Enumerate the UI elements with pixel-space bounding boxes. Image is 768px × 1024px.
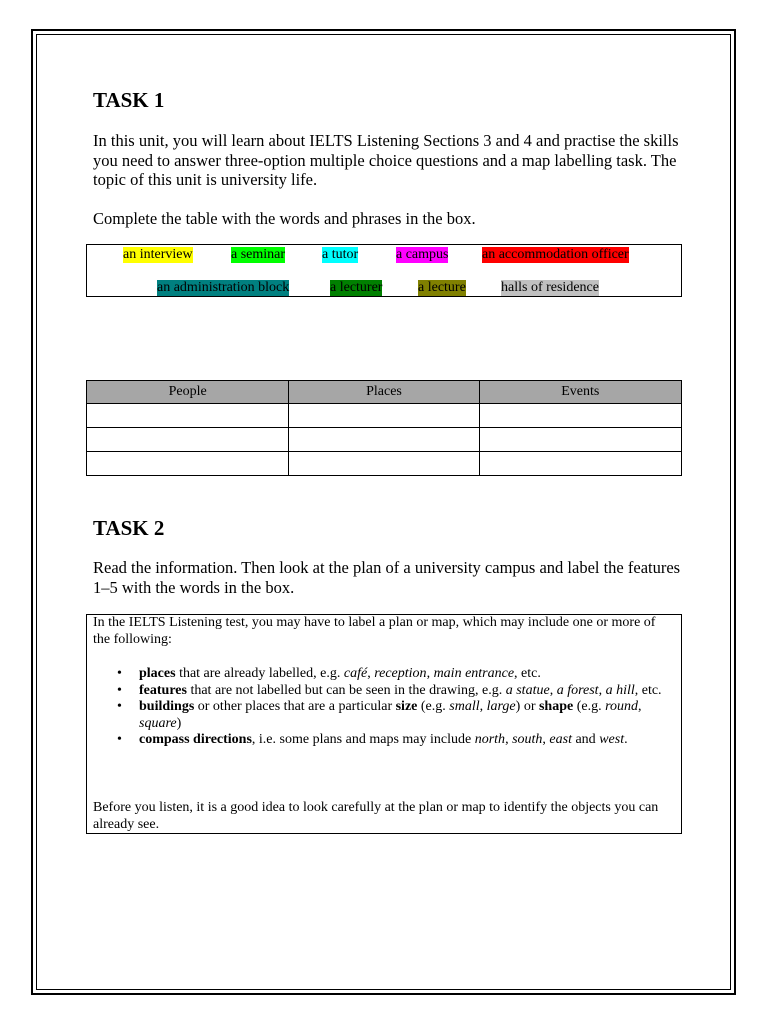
bullet-text: that are already labelled, e.g.	[175, 666, 344, 681]
bullet-italic: main entrance	[433, 666, 515, 681]
task1-heading: TASK 1	[93, 88, 165, 112]
bullet-italic: square	[139, 715, 177, 731]
bullet-text: , etc.	[634, 682, 662, 698]
bullet-text: .	[624, 732, 628, 747]
bullet-bold: features	[139, 682, 187, 698]
table-cell-people[interactable]	[87, 452, 289, 476]
list-item	[87, 732, 677, 749]
bullet-text: (e.g.	[573, 699, 606, 714]
task1-instruction: Complete the table with the words and phrases in the box.	[93, 209, 476, 228]
bullet-text: or other places that are a particular	[194, 699, 396, 714]
bullet-text: ,	[542, 732, 550, 747]
bullet-text: , etc.	[514, 666, 541, 681]
header-places: Places	[289, 381, 479, 404]
word-a-campus: a campus	[396, 247, 449, 262]
table-row	[87, 428, 682, 452]
table-cell-people[interactable]	[87, 404, 289, 428]
bullet-text: ,	[549, 682, 557, 698]
bullet-text: ,	[426, 666, 434, 681]
bullet-bold: compass directions	[139, 732, 252, 747]
header-events: Events	[479, 381, 681, 404]
bullet-text: ,	[505, 732, 513, 747]
bullet-text: ,	[479, 699, 487, 714]
header-people: People	[87, 381, 289, 404]
bullet-italic: a forest	[556, 682, 599, 698]
bullet-bold: places	[139, 666, 176, 681]
bullet-italic: large	[486, 699, 516, 714]
bullet-bold: size	[395, 699, 418, 714]
bullet-text: ,	[367, 666, 375, 681]
bullet-icon: •	[117, 732, 122, 747]
bullet-icon: •	[117, 682, 122, 698]
bullet-text: and	[571, 732, 600, 747]
bullet-italic: north	[474, 732, 506, 747]
task2-instruction: Read the information. Then look at the plan of a university campus and label the features 1–5 with the words in the box.	[93, 558, 681, 597]
bullet-text: )	[176, 715, 182, 731]
list-item	[87, 683, 677, 700]
bullet-italic: café	[343, 666, 368, 681]
bullet-bold: buildings	[139, 699, 195, 714]
table-cell-places[interactable]	[289, 404, 479, 428]
list-item	[87, 666, 677, 683]
bullet-text: ,	[638, 699, 642, 714]
bullet-text: that are not labelled but can be seen in the drawing, e.g.	[186, 682, 506, 698]
table-cell-places[interactable]	[289, 452, 479, 476]
table-header-row	[87, 381, 682, 404]
bullet-italic: east	[549, 732, 572, 747]
bullet-italic: south	[512, 732, 543, 747]
table-row	[87, 452, 682, 476]
table-row	[87, 404, 682, 428]
table-cell-events[interactable]	[479, 452, 681, 476]
bullet-italic: a hill	[605, 682, 635, 698]
bullet-italic: a statue	[505, 682, 550, 698]
categories-table	[86, 380, 682, 476]
word-an-accommodation-officer: an accommodation officer	[482, 247, 629, 262]
table-cell-people[interactable]	[87, 428, 289, 452]
table-cell-places[interactable]	[289, 428, 479, 452]
bullet-text: (e.g.	[417, 699, 450, 714]
bullet-italic: small	[449, 699, 480, 714]
bullet-italic: reception	[374, 666, 427, 681]
task1-intro: In this unit, you will learn about IELTS Listening Sections 3 and 4 and practise the skills you need to answer three-option multiple choice questions and a map labelling task. The topic of this unit is university life.	[93, 131, 679, 189]
word-a-tutor: a tutor	[322, 247, 359, 262]
info-bullet-list	[87, 666, 677, 749]
list-item	[87, 699, 677, 732]
bullet-italic: round	[605, 699, 639, 714]
word-box	[86, 244, 682, 297]
word-halls-of-residence: halls of residence	[501, 280, 599, 295]
word-a-lecturer: a lecturer	[330, 280, 383, 295]
word-a-seminar: a seminar	[231, 247, 286, 262]
word-a-lecture: a lecture	[418, 280, 466, 295]
word-an-interview: an interview	[123, 247, 193, 262]
bullet-icon: •	[117, 699, 122, 714]
bullet-text: ) or	[515, 699, 539, 714]
word-an-administration-block: an administration block	[157, 280, 290, 295]
bullet-italic: west	[599, 732, 625, 747]
bullet-text: , i.e. some plans and maps may include	[251, 732, 475, 747]
bullet-text: ,	[598, 682, 606, 698]
bullet-icon: •	[117, 666, 122, 681]
table-cell-events[interactable]	[479, 404, 681, 428]
info-intro: In the IELTS Listening test, you may have to label a plan or map, which may include one or more of the following:	[93, 615, 656, 647]
info-box	[86, 614, 682, 834]
task2-heading: TASK 2	[93, 516, 165, 540]
table-cell-events[interactable]	[479, 428, 681, 452]
info-outro: Before you listen, it is a good idea to look carefully at the plan or map to identify the objects you can already see.	[93, 800, 659, 832]
bullet-bold: shape	[538, 699, 574, 714]
